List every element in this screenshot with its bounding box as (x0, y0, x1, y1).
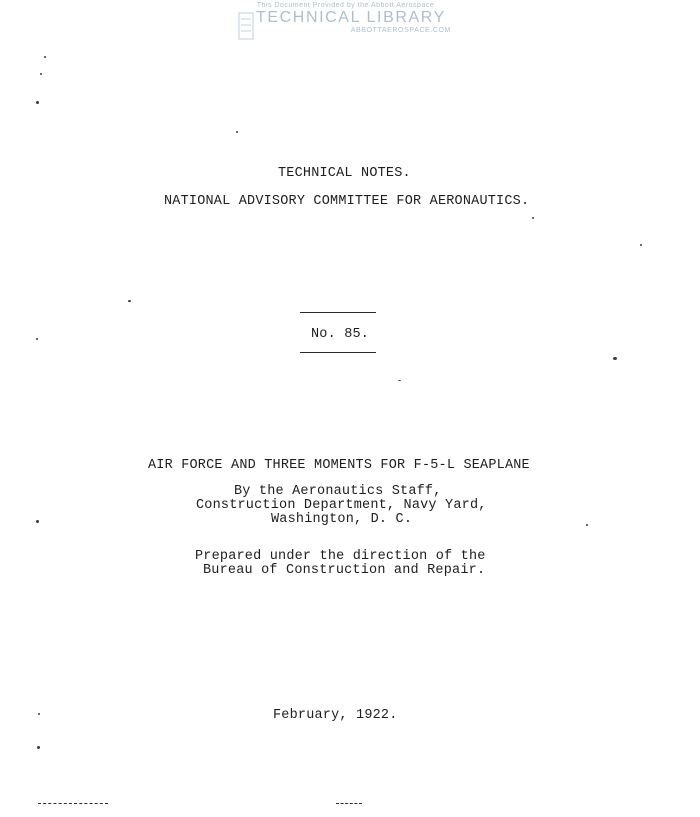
committee-heading: NATIONAL ADVISORY COMMITTEE FOR AERONAUTICS. (164, 194, 530, 209)
number-rule-top (300, 312, 376, 313)
bottom-dash-left (38, 803, 108, 804)
library-watermark (238, 2, 453, 46)
scan-speck (236, 131, 238, 133)
watermark-title: TECHNICAL LIBRARY (256, 9, 446, 26)
scan-speck (586, 524, 588, 526)
author-line-3: Washington, D. C. (271, 512, 413, 527)
scan-speck (36, 338, 38, 340)
number-rule-bottom (300, 352, 376, 353)
author-line-2: Construction Department, Navy Yard, (196, 498, 487, 513)
library-logo-icon (238, 11, 254, 41)
scan-speck (36, 520, 39, 523)
scan-speck (613, 357, 617, 360)
scan-speck (398, 380, 401, 381)
note-number: No. 85. (311, 327, 370, 342)
document-date: February, 1922. (273, 708, 398, 723)
scan-speck (44, 56, 46, 58)
series-heading: TECHNICAL NOTES. (278, 166, 411, 181)
bottom-dash-center (336, 803, 362, 804)
prepared-line-1: Prepared under the direction of the (195, 549, 486, 564)
scan-speck (36, 101, 39, 104)
scan-speck (38, 713, 40, 715)
scan-speck (532, 217, 534, 219)
scan-speck (640, 244, 642, 246)
prepared-line-2: Bureau of Construction and Repair. (203, 563, 486, 578)
document-title: AIR FORCE AND THREE MOMENTS FOR F-5-L SEAPLANE (148, 458, 530, 473)
scan-speck (128, 300, 131, 302)
scan-speck (40, 73, 42, 75)
watermark-url: ABBOTTAEROSPACE.COM (350, 27, 451, 34)
watermark-provider: This Document Provided by the Abbott Aerospace (256, 2, 435, 9)
author-line-1: By the Aeronautics Staff, (234, 484, 442, 499)
scan-speck (37, 746, 40, 749)
